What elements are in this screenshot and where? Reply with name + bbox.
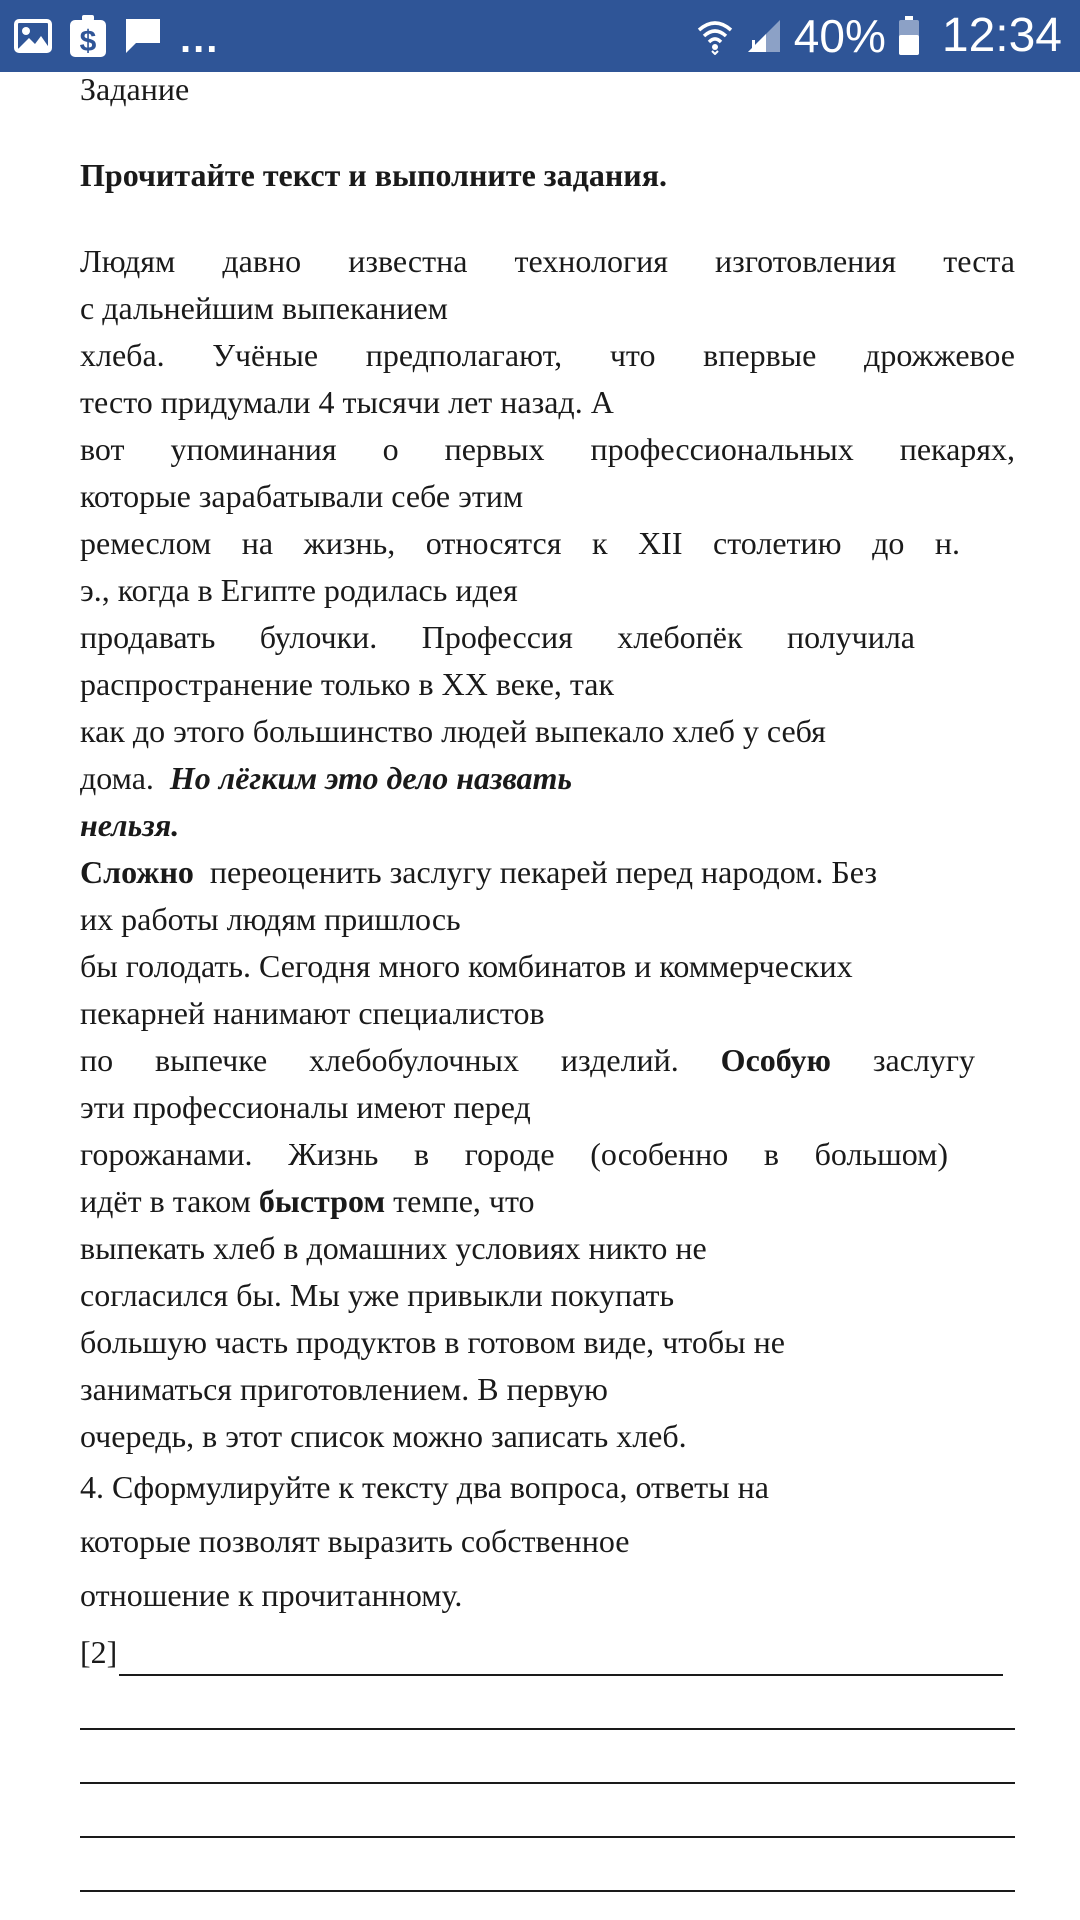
document <box>80 66 1015 1892</box>
passage-line: очередь, в этот список можно записать хлеб. <box>80 1418 687 1454</box>
passage-line: которые зарабатывали себе этим <box>80 478 524 514</box>
svg-text:$: $ <box>79 25 97 57</box>
passage-line: хлеба. Учёные предполагают, что впервые дрожжевое <box>80 337 1015 373</box>
more-notifications: ... <box>180 17 220 61</box>
status-bar <box>0 0 1080 72</box>
message-icon <box>124 17 162 55</box>
instruction: Прочитайте текст и выполните задания. <box>80 157 667 193</box>
gallery-icon <box>14 19 52 53</box>
task-text: отношение к прочитанному. <box>80 1577 463 1613</box>
signal-icon <box>746 18 782 54</box>
passage-line: э., когда в Египте родилась идея <box>80 572 518 608</box>
passage-text: дома. <box>80 760 154 796</box>
passage-line: вот упоминания о первых профессиональных пекарях, <box>80 431 1015 467</box>
answer-line <box>80 1784 1015 1838</box>
passage-line <box>80 1037 975 1084</box>
task-text: которые позволят выразить собственное <box>80 1523 630 1559</box>
passage-text: по выпечке хлебобулочных изделий. <box>80 1042 679 1078</box>
task-text: 4. Сформулируйте к тексту два вопроса, ответы на <box>80 1469 769 1505</box>
passage-text: темпе, что <box>393 1183 535 1219</box>
bold-word: Особую <box>720 1042 831 1078</box>
bold-word: быстром <box>258 1183 386 1219</box>
battery-icon <box>898 16 920 56</box>
passage-line: эти профессионалы имеют перед <box>80 1089 531 1125</box>
passage-line: распространение только в XX веке, так <box>80 666 615 702</box>
wifi-icon <box>696 17 734 55</box>
answer-area <box>80 1622 1015 1892</box>
battery-percent: 40% <box>793 10 886 62</box>
task-4 <box>80 1460 1015 1622</box>
answer-line <box>80 1838 1015 1892</box>
passage-line <box>80 1178 1015 1225</box>
passage-line: выпекать хлеб в домашних условиях никто не <box>80 1230 707 1266</box>
passage-line: продавать булочки. Профессия хлебопёк получила <box>80 619 915 655</box>
emphasized-text: нельзя. <box>80 807 180 843</box>
passage-line: пекарней нанимают специалистов <box>80 995 545 1031</box>
answer-line <box>119 1634 1003 1676</box>
passage-text: заслугу <box>872 1042 976 1078</box>
passage-line: ремеслом на жизнь, относятся к XII столетию до н. <box>80 525 960 561</box>
system-indicators <box>696 0 1062 72</box>
bold-word: Сложно <box>80 854 194 890</box>
clock: 12:34 <box>941 9 1062 62</box>
passage-line: Людям давно известна технология изготовления теста <box>80 243 1015 279</box>
passage-line: заниматься приготовлением. В первую <box>80 1371 608 1407</box>
passage-text: переоценить заслугу пекарей перед народом. Без <box>209 854 877 890</box>
points-label: [2] <box>80 1634 118 1670</box>
payment-icon <box>70 15 106 57</box>
emphasized-text: Но лёгким это дело назвать <box>169 760 573 796</box>
answer-line <box>80 1730 1015 1784</box>
passage-line <box>80 849 1015 896</box>
notification-icons <box>14 0 219 72</box>
reading-passage <box>80 238 1015 1460</box>
passage-line: с дальнейшим выпеканием <box>80 290 448 326</box>
passage-line: большую часть продуктов в готовом виде, чтобы не <box>80 1324 785 1360</box>
passage-line: как до этого большинство людей выпекало хлеб у себя <box>80 713 826 749</box>
passage-line: тесто придумали 4 тысячи лет назад. А <box>80 384 614 420</box>
document-title: Задание <box>80 71 190 107</box>
passage-line: горожанами. Жизнь в городе (особенно в большом) <box>80 1136 948 1172</box>
passage-line: согласился бы. Мы уже привыкли покупать <box>80 1277 675 1313</box>
passage-line <box>80 755 1015 802</box>
passage-text: идёт в таком <box>80 1183 251 1219</box>
passage-line: их работы людям пришлось <box>80 901 461 937</box>
answer-row-first <box>80 1622 1015 1676</box>
answer-line <box>80 1676 1015 1730</box>
passage-line: бы голодать. Сегодня много комбинатов и коммерческих <box>80 948 853 984</box>
